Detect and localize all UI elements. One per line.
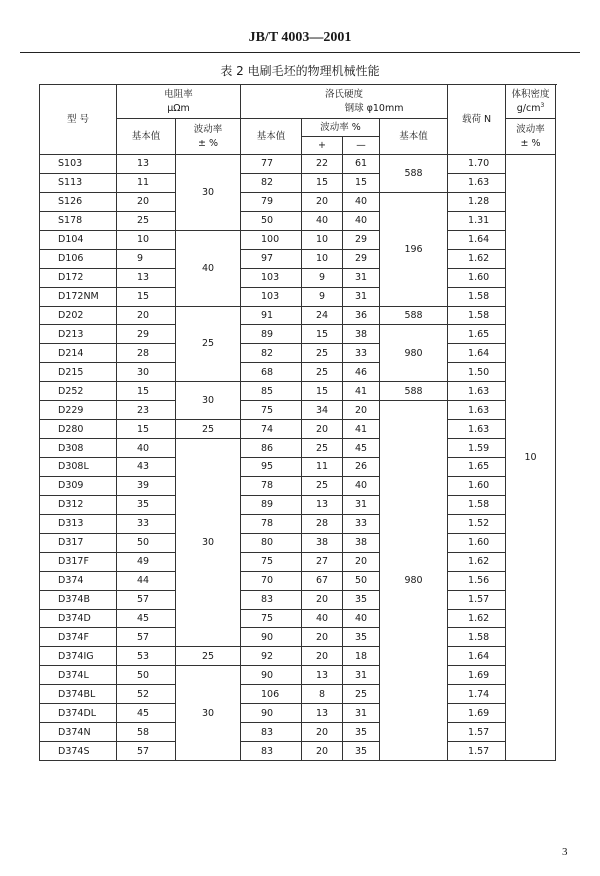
cell-res-basic: 25 [117,211,176,230]
cell-hard-basic: 92 [241,647,302,666]
header-hard-basic: 基本值 [241,119,302,155]
cell-hard-basic: 77 [241,155,302,174]
cell-model: S113 [40,173,117,192]
cell-hard-plus: 10 [302,249,343,268]
cell-res-basic: 10 [117,230,176,249]
cell-den-basic: 1.64 [448,230,506,249]
cell-res-basic: 30 [117,363,176,382]
header-model: 型 号 [40,85,117,155]
cell-hard-minus: 41 [343,420,380,439]
cell-res-basic: 43 [117,458,176,477]
cell-model: D313 [40,514,117,533]
cell-den-basic: 1.60 [448,268,506,287]
cell-den-basic: 1.58 [448,495,506,514]
cell-den-basic: 1.63 [448,382,506,401]
cell-hard-basic: 68 [241,363,302,382]
cell-hard-minus: 61 [343,155,380,174]
header-hard-fluct: 波动率 % [302,119,380,137]
cell-den-basic: 1.58 [448,306,506,325]
cell-hard-basic: 85 [241,382,302,401]
cell-den-basic: 1.50 [448,363,506,382]
table-row [40,476,556,495]
cell-hard-minus: 41 [343,382,380,401]
table-row [40,344,556,363]
cell-model: S178 [40,211,117,230]
cell-hard-plus: 15 [302,325,343,344]
cell-res-basic: 20 [117,306,176,325]
cell-hard-plus: 15 [302,382,343,401]
cell-load: 196 [380,192,448,306]
cell-hard-minus: 26 [343,458,380,477]
cell-hard-basic: 83 [241,723,302,742]
cell-hard-minus: 29 [343,230,380,249]
cell-hard-plus: 20 [302,628,343,647]
cell-hard-basic: 91 [241,306,302,325]
cell-hard-basic: 90 [241,666,302,685]
table-row [40,666,556,685]
table-row [40,590,556,609]
cell-hard-plus: 15 [302,173,343,192]
cell-hard-plus: 34 [302,401,343,420]
cell-hard-basic: 103 [241,287,302,306]
header-res-fluct-title: 波动率 [193,123,223,135]
cell-hard-basic: 89 [241,495,302,514]
table-row [40,571,556,590]
cell-load: 588 [380,306,448,325]
cell-model: D229 [40,401,117,420]
cell-res-basic: 53 [117,647,176,666]
cell-model: D312 [40,495,117,514]
cell-hard-minus: 31 [343,495,380,514]
cell-load: 980 [380,401,448,761]
cell-hard-minus: 40 [343,476,380,495]
table-row [40,495,556,514]
cell-hard-minus: 18 [343,647,380,666]
cell-model: D308 [40,439,117,458]
cell-hard-minus: 20 [343,552,380,571]
header-den-basic: 基本值 [380,119,448,155]
cell-hard-plus: 10 [302,230,343,249]
cell-hard-basic: 75 [241,401,302,420]
cell-res-basic: 23 [117,401,176,420]
cell-res-basic: 15 [117,420,176,439]
cell-hard-plus: 20 [302,647,343,666]
cell-hard-minus: 25 [343,685,380,704]
cell-model: D374N [40,723,117,742]
cell-hard-plus: 25 [302,439,343,458]
cell-res-basic: 35 [117,495,176,514]
cell-model: D374L [40,666,117,685]
cell-hard-minus: 46 [343,363,380,382]
cell-res-basic: 40 [117,439,176,458]
cell-hard-minus: 29 [343,249,380,268]
cell-hard-basic: 89 [241,325,302,344]
cell-res-basic: 45 [117,704,176,723]
page-number: 3 [562,846,568,858]
header-hardness-title: 洛氏硬度 [325,88,364,100]
cell-model: D202 [40,306,117,325]
cell-den-basic: 1.62 [448,552,506,571]
table-row [40,325,556,344]
cell-den-basic: 1.56 [448,571,506,590]
cell-res-basic: 33 [117,514,176,533]
header-resistivity-unit: μΩm [167,102,190,114]
cell-res-basic: 15 [117,382,176,401]
table-row [40,287,556,306]
cell-den-basic: 1.52 [448,514,506,533]
cell-model: D252 [40,382,117,401]
table-row [40,268,556,287]
cell-den-basic: 1.59 [448,439,506,458]
cell-model: D106 [40,249,117,268]
cell-res-basic: 58 [117,723,176,742]
cell-model: D308L [40,458,117,477]
cell-res-basic: 57 [117,628,176,647]
header-rule [20,52,580,53]
cell-hard-basic: 75 [241,609,302,628]
header-resistivity [117,85,241,119]
cell-model: D374D [40,609,117,628]
cell-den-basic: 1.57 [448,723,506,742]
cell-hard-minus: 35 [343,723,380,742]
cell-hard-minus: 33 [343,344,380,363]
table-row [40,363,556,382]
header-density-unit-wrap [506,102,555,116]
cell-hard-basic: 97 [241,249,302,268]
cell-hard-basic: 86 [241,439,302,458]
table-row [40,514,556,533]
cell-res-basic: 57 [117,742,176,761]
properties-table [39,84,556,761]
cell-res-basic: 52 [117,685,176,704]
cell-res-fluct: 30 [176,382,241,420]
table-row [40,742,556,761]
table-header [40,85,556,155]
cell-model: D374S [40,742,117,761]
cell-hard-basic: 82 [241,344,302,363]
header-res-fluct [176,119,241,155]
cell-hard-minus: 15 [343,173,380,192]
cell-den-basic: 1.60 [448,533,506,552]
cell-hard-basic: 75 [241,552,302,571]
table-row [40,628,556,647]
cell-den-basic: 1.57 [448,742,506,761]
cell-hard-plus: 13 [302,704,343,723]
cell-hard-plus: 20 [302,192,343,211]
cell-model: D280 [40,420,117,439]
cell-hard-minus: 31 [343,666,380,685]
header-res-basic: 基本值 [117,119,176,155]
cell-res-basic: 13 [117,268,176,287]
cell-res-fluct: 25 [176,420,241,439]
cell-model: D374IG [40,647,117,666]
cell-den-basic: 1.69 [448,704,506,723]
cell-res-fluct: 40 [176,230,241,306]
cell-hard-basic: 90 [241,628,302,647]
cell-hard-basic: 90 [241,704,302,723]
cell-hard-plus: 25 [302,344,343,363]
cell-model: S103 [40,155,117,174]
table-row [40,552,556,571]
cell-den-fluct: 10 [506,155,556,761]
cell-model: D172NM [40,287,117,306]
table-row [40,173,556,192]
cell-res-basic: 44 [117,571,176,590]
cell-hard-plus: 27 [302,552,343,571]
table-body [40,155,556,761]
cell-model: S126 [40,192,117,211]
cell-model: D374 [40,571,117,590]
cell-hard-minus: 40 [343,192,380,211]
cell-den-basic: 1.74 [448,685,506,704]
cell-hard-plus: 25 [302,363,343,382]
table-row [40,382,556,401]
table-row [40,609,556,628]
cell-res-basic: 13 [117,155,176,174]
table-row [40,704,556,723]
cell-res-basic: 50 [117,666,176,685]
header-res-fluct-pm: ± % [198,137,219,149]
cell-den-basic: 1.57 [448,590,506,609]
cell-hard-plus: 9 [302,268,343,287]
cell-hard-basic: 78 [241,514,302,533]
cell-hard-basic: 78 [241,476,302,495]
cell-den-basic: 1.58 [448,287,506,306]
cell-den-basic: 1.63 [448,173,506,192]
cell-hard-plus: 20 [302,420,343,439]
cell-hard-minus: 31 [343,704,380,723]
table-row [40,439,556,458]
table-row [40,155,556,174]
cell-hard-minus: 33 [343,514,380,533]
cell-den-basic: 1.70 [448,155,506,174]
table-row [40,192,556,211]
cell-den-basic: 1.58 [448,628,506,647]
header-density-unit: g/cm [516,102,541,114]
cell-load: 980 [380,325,448,382]
cell-res-fluct: 25 [176,306,241,382]
table-row [40,647,556,666]
cell-den-basic: 1.69 [448,666,506,685]
cell-hard-minus: 40 [343,211,380,230]
cell-hard-minus: 40 [343,609,380,628]
cell-res-basic: 50 [117,533,176,552]
cell-hard-basic: 103 [241,268,302,287]
cell-hard-minus: 31 [343,287,380,306]
cell-model: D309 [40,476,117,495]
cell-model: D374F [40,628,117,647]
standard-header: JB/T 4003—2001 [248,30,352,45]
cell-model: D317 [40,533,117,552]
cell-hard-plus: 67 [302,571,343,590]
cell-hard-basic: 82 [241,173,302,192]
cell-hard-plus: 13 [302,495,343,514]
table-row [40,306,556,325]
cell-hard-minus: 45 [343,439,380,458]
table-row [40,458,556,477]
cell-hard-basic: 83 [241,590,302,609]
cell-res-fluct: 30 [176,666,241,761]
cell-hard-minus: 20 [343,401,380,420]
cell-hard-minus: 35 [343,628,380,647]
cell-res-basic: 11 [117,173,176,192]
cell-res-fluct: 30 [176,155,241,231]
cell-den-basic: 1.63 [448,401,506,420]
cell-res-fluct: 30 [176,439,241,647]
cell-hard-plus: 24 [302,306,343,325]
cell-model: D374BL [40,685,117,704]
header-density-title: 体积密度 [511,88,550,100]
header-hardness-sub: 钢球 φ10mm [344,102,404,114]
cell-model: D213 [40,325,117,344]
cell-hard-minus: 36 [343,306,380,325]
table-row [40,685,556,704]
header-minus: — [343,137,380,155]
cell-den-basic: 1.64 [448,344,506,363]
table-row [40,211,556,230]
cell-hard-plus: 8 [302,685,343,704]
cell-load: 588 [380,155,448,193]
cell-hard-basic: 50 [241,211,302,230]
cell-hard-basic: 70 [241,571,302,590]
table-row [40,401,556,420]
cell-hard-minus: 38 [343,533,380,552]
cell-res-basic: 15 [117,287,176,306]
cell-hard-basic: 80 [241,533,302,552]
cell-hard-plus: 28 [302,514,343,533]
table-row [40,249,556,268]
header-density-exp: 3 [540,101,545,109]
cell-res-basic: 57 [117,590,176,609]
cell-res-fluct: 25 [176,647,241,666]
cell-model: D374DL [40,704,117,723]
cell-den-basic: 1.60 [448,476,506,495]
cell-den-basic: 1.62 [448,249,506,268]
cell-model: D317F [40,552,117,571]
cell-model: D214 [40,344,117,363]
cell-model: D374B [40,590,117,609]
cell-den-basic: 1.62 [448,609,506,628]
cell-hard-plus: 20 [302,742,343,761]
cell-res-basic: 39 [117,476,176,495]
cell-model: D172 [40,268,117,287]
cell-res-basic: 49 [117,552,176,571]
cell-res-basic: 45 [117,609,176,628]
cell-hard-plus: 20 [302,590,343,609]
cell-load: 588 [380,382,448,401]
header-den-fluct-title: 波动率 [516,123,545,135]
cell-hard-plus: 38 [302,533,343,552]
cell-res-basic: 29 [117,325,176,344]
cell-hard-minus: 38 [343,325,380,344]
header-plus: + [302,137,343,155]
table-row [40,420,556,439]
cell-hard-plus: 40 [302,211,343,230]
header-den-fluct [506,119,556,155]
cell-hard-plus: 20 [302,723,343,742]
header-hardness [241,85,448,119]
cell-res-basic: 28 [117,344,176,363]
cell-hard-plus: 25 [302,476,343,495]
cell-model: D215 [40,363,117,382]
cell-hard-plus: 13 [302,666,343,685]
cell-den-basic: 1.64 [448,647,506,666]
cell-den-basic: 1.65 [448,325,506,344]
cell-hard-basic: 83 [241,742,302,761]
cell-hard-minus: 50 [343,571,380,590]
cell-hard-plus: 22 [302,155,343,174]
cell-hard-basic: 106 [241,685,302,704]
cell-den-basic: 1.28 [448,192,506,211]
cell-hard-plus: 9 [302,287,343,306]
table-row [40,230,556,249]
cell-res-basic: 9 [117,249,176,268]
table-row [40,533,556,552]
cell-hard-basic: 100 [241,230,302,249]
header-resistivity-title: 电阻率 [164,88,193,100]
header-den-fluct-pm: ± % [520,137,541,149]
table-caption: 表 2 电刷毛坯的物理机械性能 [220,64,380,78]
cell-res-basic: 20 [117,192,176,211]
cell-den-basic: 1.63 [448,420,506,439]
cell-hard-minus: 35 [343,590,380,609]
cell-hard-minus: 35 [343,742,380,761]
cell-hard-minus: 31 [343,268,380,287]
cell-hard-basic: 74 [241,420,302,439]
cell-den-basic: 1.31 [448,211,506,230]
cell-den-basic: 1.65 [448,458,506,477]
cell-hard-plus: 40 [302,609,343,628]
header-load: 载荷 N [448,85,506,155]
header-density [506,85,556,119]
table-row [40,723,556,742]
cell-model: D104 [40,230,117,249]
cell-hard-basic: 95 [241,458,302,477]
cell-hard-basic: 79 [241,192,302,211]
cell-hard-plus: 11 [302,458,343,477]
